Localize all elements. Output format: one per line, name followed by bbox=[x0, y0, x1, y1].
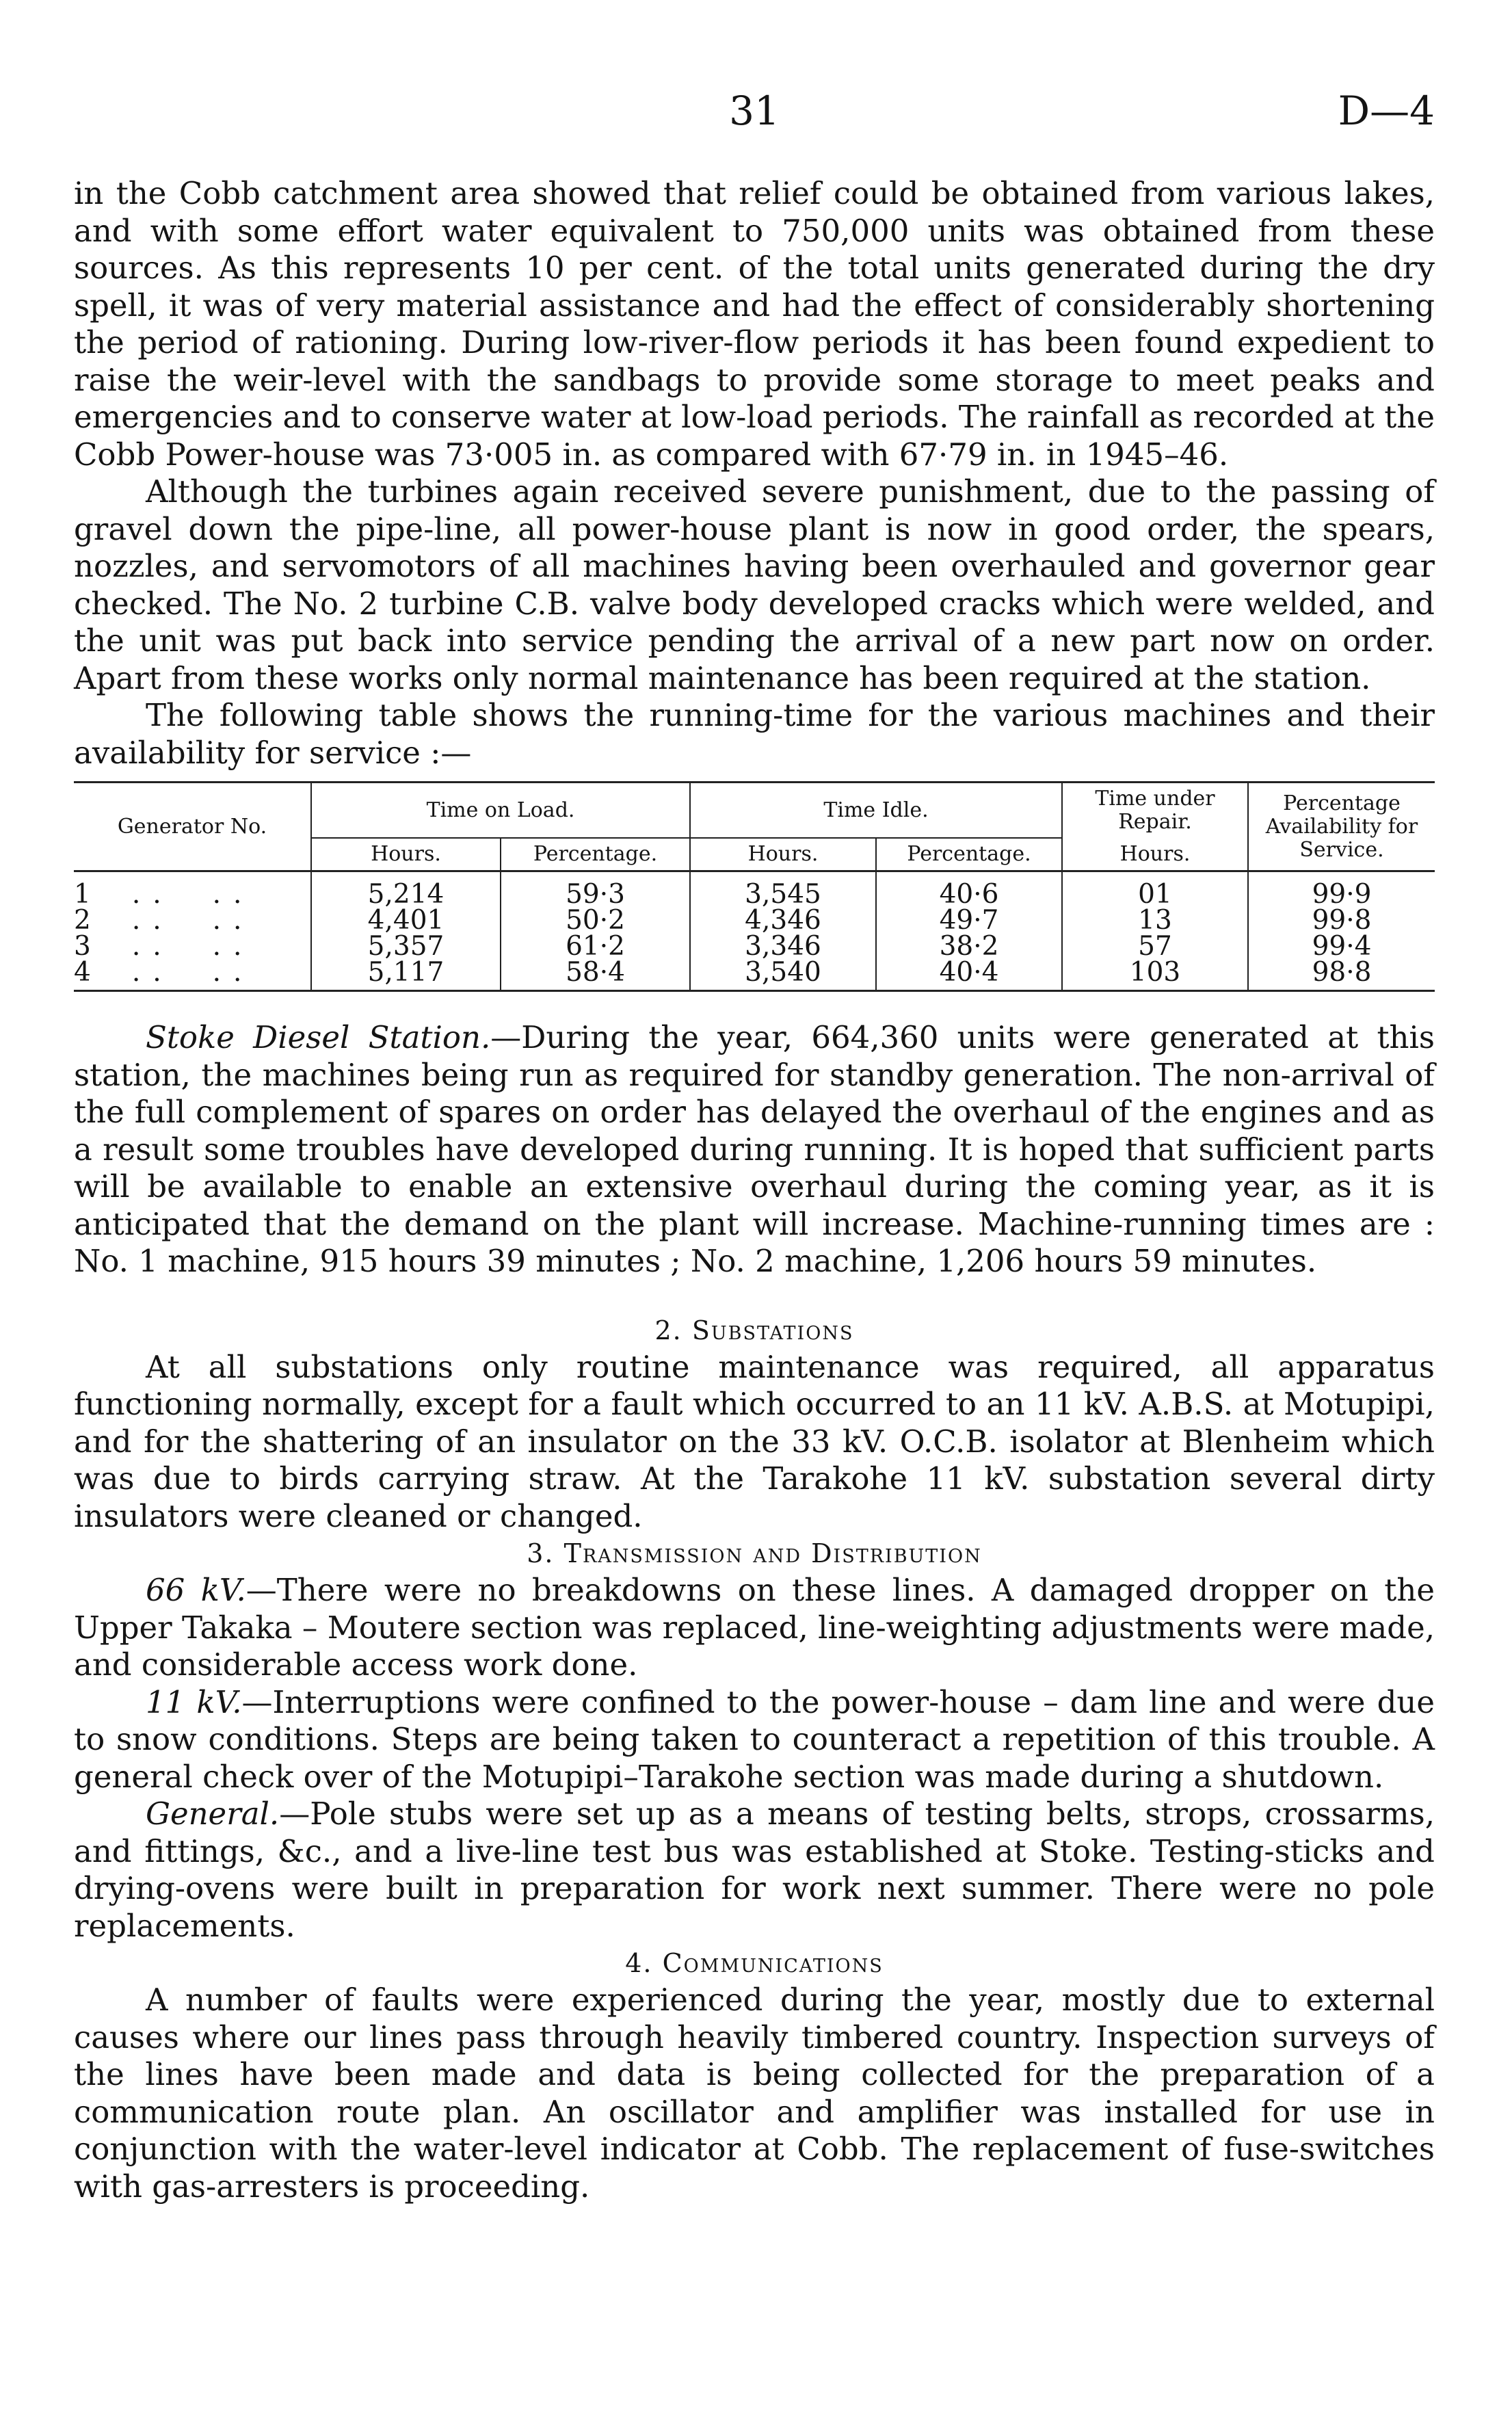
repair-hours-cell: 13 bbox=[1062, 908, 1248, 934]
p11-lead: 11 kV. bbox=[146, 1683, 242, 1720]
generator-cell bbox=[74, 905, 311, 936]
stoke-lead: Stoke Diesel Station. bbox=[146, 1019, 491, 1055]
section-number: 2. bbox=[654, 1315, 682, 1345]
idle-hours-cell: 3,545 bbox=[690, 871, 876, 908]
header-percentage-availability: Percentage Availability for Service. bbox=[1248, 783, 1435, 871]
generator-cell bbox=[74, 871, 311, 908]
general-text: —Pole stubs were set up as a means of testing belts, strops, crossarms, and fittings, &c., and a live-line test bus was established at Stoke. Testing-sticks and drying-ovens were built in preparation for work next summer. There were no pole replacements. bbox=[74, 1796, 1435, 1944]
leader-dots: .. .. bbox=[131, 879, 254, 910]
section-number: 3. bbox=[527, 1538, 555, 1568]
leader-dots: .. .. bbox=[131, 931, 254, 962]
load-pct-cell: 50·2 bbox=[501, 908, 690, 934]
availability-cell: 99·4 bbox=[1248, 934, 1435, 960]
availability-cell: 99·9 bbox=[1248, 871, 1435, 908]
load-pct-cell: 59·3 bbox=[501, 871, 690, 908]
page-number: 31 bbox=[729, 88, 780, 134]
table-row bbox=[74, 871, 1435, 908]
section-number: 4. bbox=[625, 1948, 653, 1978]
stoke-text: —During the year, 664,360 units were generated at this station, the machines being run as required for standby generation. The non-arrival of the full complement of spares on order has delayed the overhaul of the engines and as a result some troubles have developed during running. It is hoped that sufficient parts will be available to enable an extensive overhaul during the coming year, as it is anticipated that the demand on the plant will increase. Machine-running times are : No. 1 machine, 915 hours 39 minutes ; No. 2 machine, 1,206 hours 59 minutes. bbox=[74, 1019, 1435, 1279]
idle-pct-cell: 38·2 bbox=[876, 934, 1062, 960]
leader-dots: .. .. bbox=[131, 957, 254, 988]
load-hours-cell: 5,117 bbox=[311, 960, 501, 991]
table-row bbox=[74, 908, 1435, 934]
paragraph-general bbox=[74, 1796, 1435, 1945]
load-hours-cell: 4,401 bbox=[311, 908, 501, 934]
p11-text: —Interruptions were confined to the power-house – dam line and were due to snow conditions. Steps are being taken to counteract a repetition of this trouble. A general check over of the Motupipi–Tarakohe section was made during a shutdown. bbox=[74, 1683, 1435, 1795]
idle-pct-cell: 40·6 bbox=[876, 871, 1062, 908]
generator-number: 3 bbox=[74, 931, 91, 962]
load-pct-cell: 61·2 bbox=[501, 934, 690, 960]
idle-pct-cell: 40·4 bbox=[876, 960, 1062, 991]
section-title: Communications bbox=[662, 1948, 884, 1978]
idle-hours-cell: 3,540 bbox=[690, 960, 876, 991]
header-load-hours: Hours. bbox=[311, 838, 501, 871]
p66-text: —There were no breakdowns on these lines. A damaged dropper on the Upper Takaka – Moutere section was replaced, line-weighting adjustments were made, and considerable access work done. bbox=[74, 1572, 1435, 1683]
paragraph-11kv bbox=[74, 1684, 1435, 1796]
header-generator-no: Generator No. bbox=[74, 783, 311, 871]
section-title: Substations bbox=[691, 1315, 854, 1345]
header-idle-hours: Hours. bbox=[690, 838, 876, 871]
paragraph-66kv bbox=[74, 1572, 1435, 1684]
repair-hours-cell: 57 bbox=[1062, 934, 1248, 960]
header-time-on-load: Time on Load. bbox=[311, 783, 690, 839]
generator-cell bbox=[74, 931, 311, 962]
generator-availability-table bbox=[74, 781, 1435, 992]
idle-pct-cell: 49·7 bbox=[876, 908, 1062, 934]
leader-dots: .. .. bbox=[131, 905, 254, 936]
header-time-under-repair: Time under Repair. bbox=[1062, 783, 1248, 839]
availability-cell: 98·8 bbox=[1248, 960, 1435, 991]
load-hours-cell: 5,357 bbox=[311, 934, 501, 960]
header-idle-percentage: Percentage. bbox=[876, 838, 1062, 871]
page-reference: D—4 bbox=[1338, 88, 1435, 134]
p66-lead: 66 kV. bbox=[146, 1572, 246, 1608]
general-lead: General. bbox=[146, 1796, 280, 1832]
section-heading-transmission bbox=[74, 1535, 1435, 1572]
generator-cell bbox=[74, 957, 311, 991]
header-time-idle: Time Idle. bbox=[690, 783, 1062, 839]
repair-hours-cell: 103 bbox=[1062, 960, 1248, 991]
repair-hours-cell: 01 bbox=[1062, 871, 1248, 908]
idle-hours-cell: 3,346 bbox=[690, 934, 876, 960]
load-hours-cell: 5,214 bbox=[311, 871, 501, 908]
idle-hours-cell: 4,346 bbox=[690, 908, 876, 934]
section-heading-substations bbox=[74, 1312, 1435, 1349]
paragraph-substations: At all substations only routine maintenance was required, all apparatus functioning normally, except for a fault which occurred to an 11 kV. A.B.S. at Motupipi, and for the shattering of an insulator on the 33 kV. O.C.B. isolator at Blenheim which was due to birds carrying straw. At the Tarakohe 11 kV. substation several dirty insulators were cleaned or changed. bbox=[74, 1348, 1435, 1534]
generator-number: 4 bbox=[74, 957, 91, 988]
paragraph-table-intro: The following table shows the running-time for the various machines and their availability for service :— bbox=[74, 697, 1435, 771]
generator-number: 1 bbox=[74, 879, 91, 910]
section-heading-communications bbox=[74, 1945, 1435, 1982]
document-body bbox=[74, 175, 1435, 2205]
table-row bbox=[74, 934, 1435, 960]
paragraph-stoke-diesel bbox=[74, 1019, 1435, 1280]
availability-cell: 99·8 bbox=[1248, 908, 1435, 934]
load-pct-cell: 58·4 bbox=[501, 960, 690, 991]
page-header bbox=[74, 88, 1435, 142]
paragraph-cobb-catchment: in the Cobb catchment area showed that relief could be obtained from various lakes, and with some effort water equivalent to 750,000 units was obtained from these sources. As this represents 10 per cent. of the total units generated during the dry spell, it was of very material assistance and had the effect of considerably shortening the period of rationing. During low-river-flow periods it has been found expedient to raise the weir-level with the sandbags to provide some storage to meet peaks and emergencies and to conserve water at low-load periods. The rainfall as recorded at the Cobb Power-house was 73·005 in. as compared with 67·79 in. in 1945–46. bbox=[74, 175, 1435, 473]
header-load-percentage: Percentage. bbox=[501, 838, 690, 871]
table-row bbox=[74, 960, 1435, 991]
section-title: Transmission and Distribution bbox=[563, 1538, 982, 1568]
header-repair-hours: Hours. bbox=[1062, 838, 1248, 871]
generator-number: 2 bbox=[74, 905, 91, 936]
paragraph-turbines: Although the turbines again received severe punishment, due to the passing of gravel down the pipe-line, all power-house plant is now in good order, the spears, nozzles, and servomotors of all machines having been overhauled and governor gear checked. The No. 2 turbine C.B. valve body developed cracks which were welded, and the unit was put back into service pending the arrival of a new part now on order. Apart from these works only normal maintenance has been required at the station. bbox=[74, 473, 1435, 696]
paragraph-communications: A number of faults were experienced during the year, mostly due to external causes where our lines pass through heavily timbered country. Inspection surveys of the lines have been made and data is being collected for the preparation of a communication route plan. An oscillator and amplifier was installed for use in conjunction with the water-level indicator at Cobb. The replacement of fuse-switches with gas-arresters is proceeding. bbox=[74, 1982, 1435, 2205]
